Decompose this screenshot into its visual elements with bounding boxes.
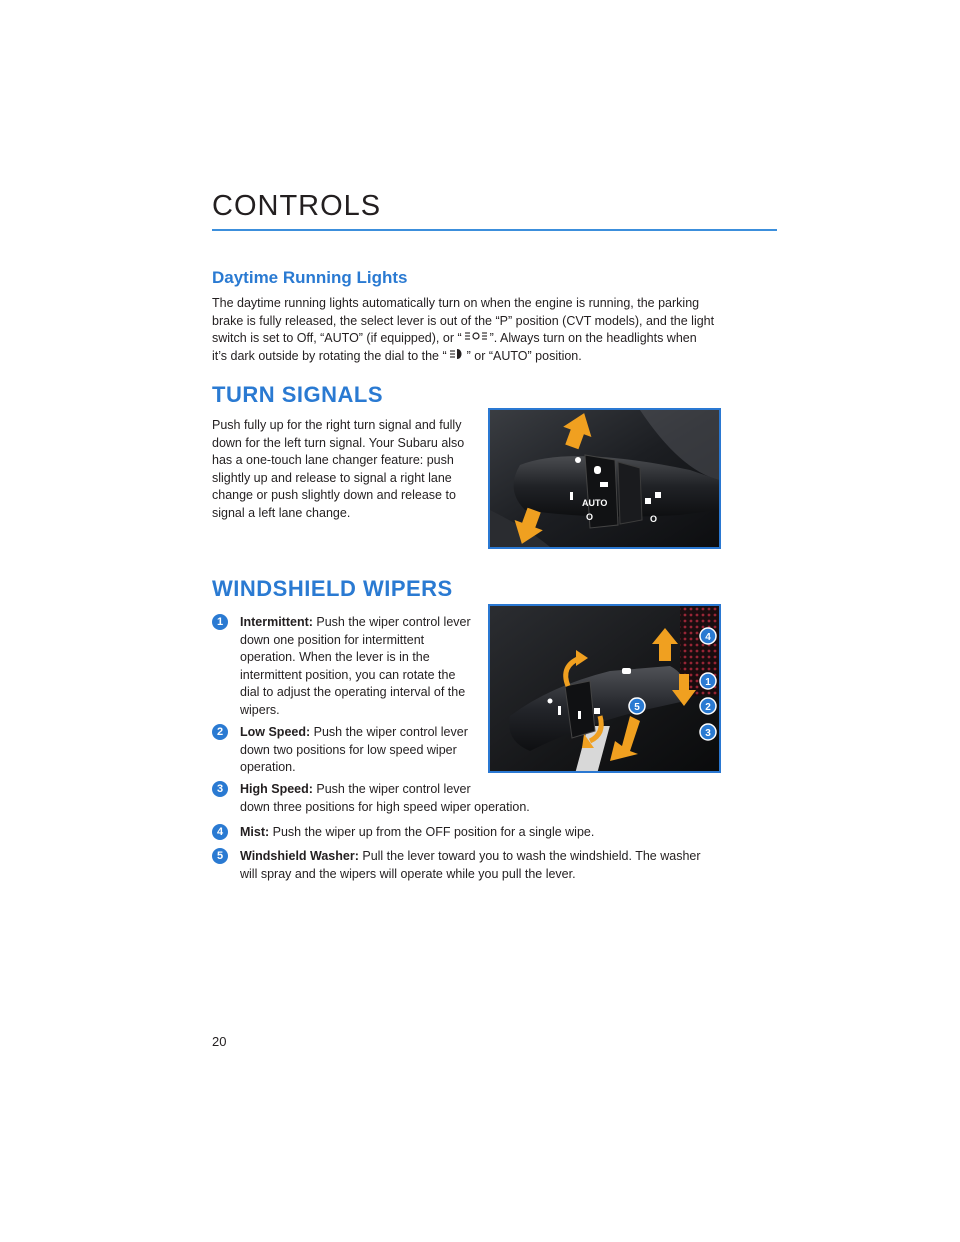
turn-signal-lever-illustration — [490, 410, 719, 547]
turn-signals-heading: TURN SIGNALS — [212, 382, 383, 407]
item-title: Mist: — [240, 825, 270, 839]
drl-line-1: The daytime running lights automatically turn on when the engine is running, the parking — [212, 296, 700, 310]
svg-text:5: 5 — [634, 702, 640, 713]
drl-heading: Daytime Running Lights — [212, 268, 408, 287]
turn-line: signal a left lane change. — [212, 505, 351, 520]
header-divider — [212, 229, 777, 231]
item-title: Intermittent: — [240, 615, 313, 629]
svg-text:4: 4 — [705, 632, 711, 643]
drl-line-2: brake is fully released, the select lever is out of the “P” position (CVT models), and the light — [212, 313, 715, 328]
wiper-lever-illustration — [490, 606, 719, 771]
item-title: Low Speed: — [240, 725, 311, 739]
wiper-item-washer: 5 Windshield Washer: Pull the lever toward you to wash the windshield. The washer will spray and the wipers will operate while you pull the lever. — [212, 848, 752, 883]
callout-1 — [700, 673, 716, 689]
section-title: CONTROLS — [212, 190, 382, 222]
drl-line-3: switch is set to Off, “AUTO” (if equipped), or “ ”. Always turn on the headlights when — [212, 330, 752, 348]
wiper-item-mist: 4 Mist: Push the wiper up from the OFF position for a single wipe. — [212, 824, 752, 842]
turn-line: slightly up and release to signal a right lane — [212, 470, 452, 485]
wiper-item-intermittent: 1 Intermittent: Push the wiper control lever down one position for intermittent operation. When the lever is in the intermittent position, you can rotate the dial to adjust the operating interval of the wipers. — [212, 614, 482, 719]
number-badge: 5 — [212, 848, 228, 864]
svg-text:3: 3 — [705, 728, 711, 739]
item-title: Windshield Washer: — [240, 849, 359, 863]
headlight-icon — [449, 348, 465, 366]
windshield-wipers-heading: WINDSHIELD WIPERS — [212, 576, 453, 601]
turn-line: down for the left turn signal. Your Subaru also — [212, 435, 465, 450]
callout-2 — [700, 698, 716, 714]
off-label: O — [586, 512, 594, 522]
fog-off-label: O — [650, 514, 658, 524]
wiper-item-high-speed: 3 High Speed: Push the wiper control lever down three positions for high speed wiper operation. — [212, 781, 752, 816]
wiper-item-low-speed: 2 Low Speed: Push the wiper control lever down two positions for low speed wiper operation. — [212, 724, 482, 777]
item-title: High Speed: — [240, 782, 313, 796]
number-badge: 3 — [212, 781, 228, 797]
auto-label: AUTO — [582, 498, 608, 508]
wiper-lever-photo — [488, 604, 721, 773]
small-lights-icon — [464, 330, 488, 348]
callout-5 — [629, 698, 645, 714]
turn-line: Push fully up for the right turn signal and fully — [212, 418, 462, 432]
number-badge: 4 — [212, 824, 228, 840]
callout-3 — [700, 724, 716, 740]
drl-paragraph — [212, 295, 752, 365]
svg-text:2: 2 — [705, 702, 711, 713]
number-badge: 1 — [212, 614, 228, 630]
page-number: 20 — [212, 1034, 227, 1049]
turn-line: change or push slightly down and release to — [212, 488, 456, 502]
drl-line-4: it’s dark outside by rotating the dial to the “ ” or “AUTO” position. — [212, 348, 752, 366]
number-badge: 2 — [212, 724, 228, 740]
turn-signals-paragraph — [212, 417, 482, 522]
callout-4 — [700, 628, 716, 644]
turn-line: has a one-touch lane changer feature: push — [212, 453, 454, 467]
svg-text:1: 1 — [705, 677, 711, 688]
turn-signal-lever-photo — [488, 408, 721, 549]
